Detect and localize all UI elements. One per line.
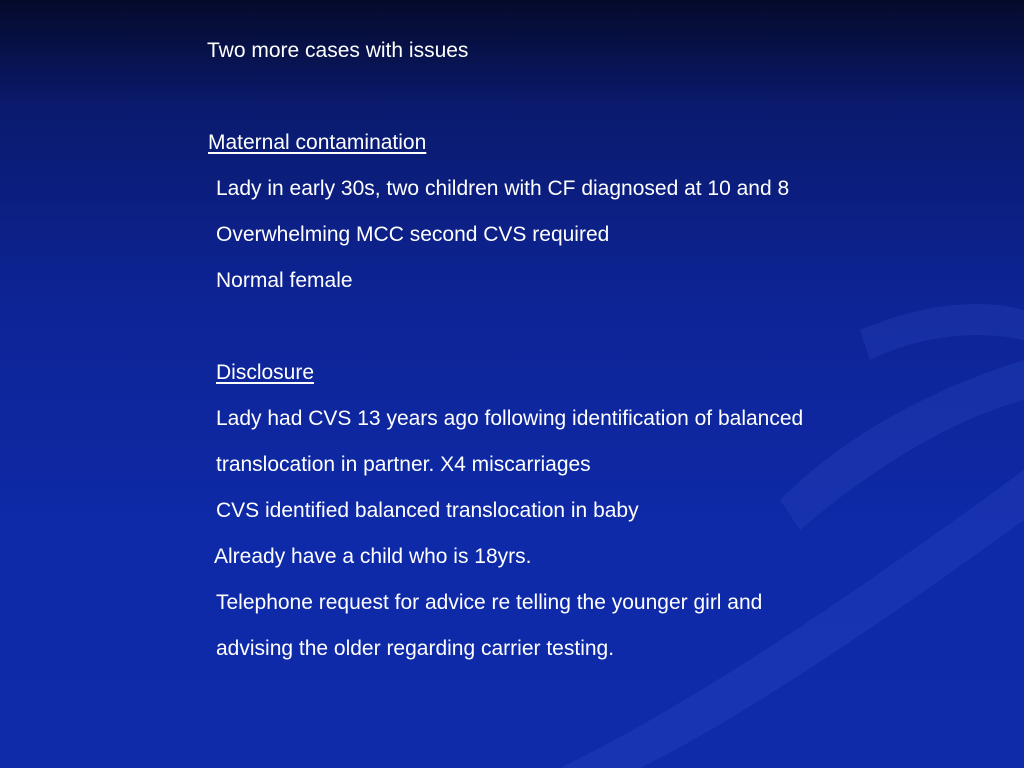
disclosure-line-5: Telephone request for advice re telling the younger girl and [216, 591, 763, 614]
disclosure-line-4: Already have a child who is 18yrs. [214, 545, 532, 568]
section-heading-maternal-contamination: Maternal contamination [208, 131, 427, 154]
maternal-contamination-line-3: Normal female [216, 269, 353, 292]
disclosure-line-6: advising the older regarding carrier testing. [216, 637, 615, 660]
maternal-contamination-line-2: Overwhelming MCC second CVS required [216, 223, 610, 246]
maternal-contamination-line-1: Lady in early 30s, two children with CF diagnosed at 10 and 8 [216, 177, 790, 200]
slide-title: Two more cases with issues [207, 39, 469, 62]
disclosure-line-1: Lady had CVS 13 years ago following identification of balanced [216, 407, 804, 430]
disclosure-line-3: CVS identified balanced translocation in baby [216, 499, 639, 522]
section-heading-disclosure: Disclosure [216, 361, 315, 384]
disclosure-line-2: translocation in partner. X4 miscarriages [216, 453, 591, 476]
